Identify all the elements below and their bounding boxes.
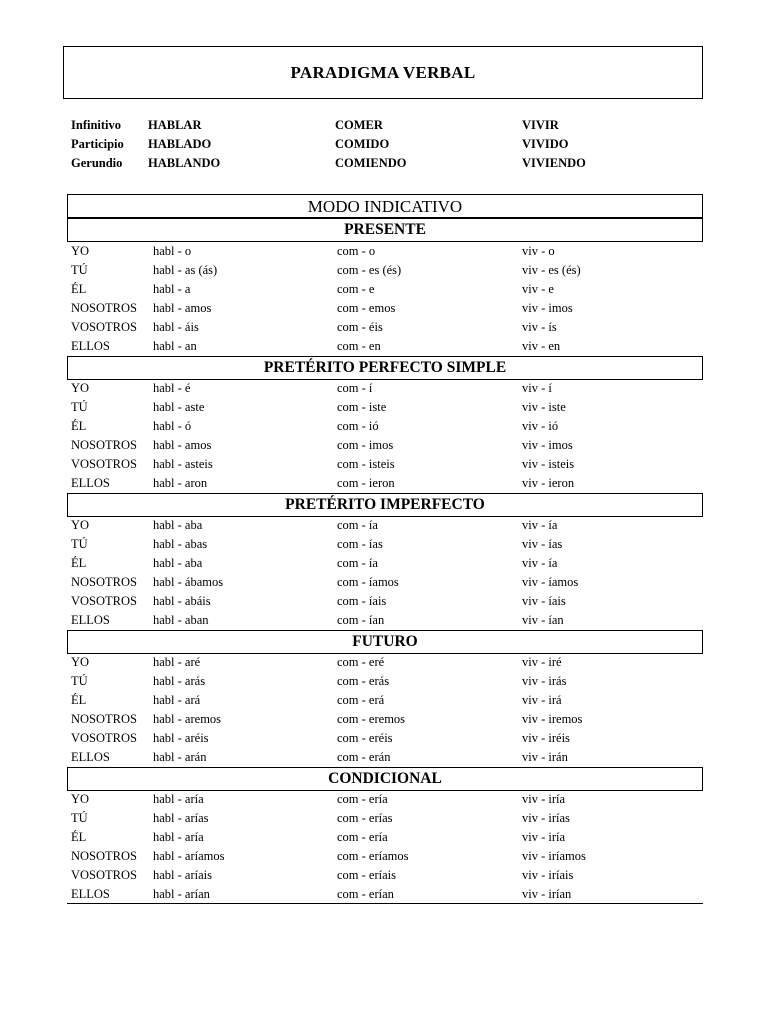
conj-ir: viv - iría [522, 830, 566, 844]
table-row [71, 438, 711, 457]
conj-ir: viv - isteis [522, 457, 575, 471]
conj-er: com - o [337, 244, 376, 258]
form-label: Participio [71, 137, 124, 151]
table-row [71, 830, 711, 849]
conj-er: com - erás [337, 674, 390, 688]
table-row [71, 674, 711, 693]
conj-er: com - isteis [337, 457, 395, 471]
form-row-participio [71, 137, 711, 156]
conj-ar: habl - é [153, 381, 191, 395]
conj-ar: habl - aría [153, 792, 204, 806]
pronoun: YO [71, 381, 90, 395]
form-value-ir: VIVIR [522, 118, 559, 132]
table-row [71, 301, 711, 320]
pronoun: NOSOTROS [71, 301, 137, 315]
pronoun: YO [71, 655, 90, 669]
pronoun: TÚ [71, 263, 88, 277]
conj-ar: habl - arían [153, 887, 210, 901]
pronoun: VOSOTROS [71, 457, 137, 471]
conj-ir: viv - iremos [522, 712, 583, 726]
conj-ir: viv - iría [522, 792, 566, 806]
conj-ir: viv - irías [522, 811, 570, 825]
conj-er: com - ían [337, 613, 385, 627]
conj-er: com - erías [337, 811, 393, 825]
conj-ir: viv - en [522, 339, 561, 353]
table-bottom-rule [67, 903, 703, 904]
table-row [71, 849, 711, 868]
conj-er: com - eríamos [337, 849, 409, 863]
conj-er: com - e [337, 282, 375, 296]
conj-er: com - eré [337, 655, 385, 669]
pronoun: NOSOTROS [71, 849, 137, 863]
conj-ar: habl - o [153, 244, 192, 258]
form-value-er: COMIENDO [335, 156, 407, 170]
tense-rows-preterito-imperfecto [71, 518, 711, 632]
conj-ar: habl - aba [153, 556, 203, 570]
tense-heading-preterito-imperfecto: PRETÉRITO IMPERFECTO [67, 493, 703, 517]
conj-ir: viv - irán [522, 750, 568, 764]
conj-er: com - ería [337, 792, 388, 806]
conj-ir: viv - ías [522, 537, 563, 551]
table-row [71, 400, 711, 419]
conj-er: com - en [337, 339, 381, 353]
conj-ir: viv - ís [522, 320, 557, 334]
table-row [71, 655, 711, 674]
conj-ar: habl - aríamos [153, 849, 225, 863]
pronoun: ÉL [71, 282, 87, 296]
conj-er: com - ía [337, 556, 378, 570]
conj-ir: viv - ían [522, 613, 564, 627]
conj-er: com - íais [337, 594, 387, 608]
conj-ar: habl - ará [153, 693, 201, 707]
pronoun: ELLOS [71, 476, 110, 490]
tense-heading-condicional: CONDICIONAL [67, 767, 703, 791]
conj-ar: habl - a [153, 282, 191, 296]
conj-ar: habl - aste [153, 400, 205, 414]
conj-ar: habl - aríais [153, 868, 213, 882]
conj-ar: habl - aré [153, 655, 201, 669]
conj-ar: habl - as (ás) [153, 263, 218, 277]
conj-ir: viv - ieron [522, 476, 575, 490]
pronoun: ELLOS [71, 613, 110, 627]
table-row [71, 263, 711, 282]
form-row-infinitivo [71, 118, 711, 137]
table-row [71, 792, 711, 811]
pronoun: ELLOS [71, 339, 110, 353]
conj-ar: habl - aremos [153, 712, 222, 726]
conj-ar: habl - aron [153, 476, 208, 490]
pronoun: VOSOTROS [71, 731, 137, 745]
conj-ar: habl - arás [153, 674, 206, 688]
pronoun: YO [71, 244, 90, 258]
table-row [71, 693, 711, 712]
tense-rows-preterito-perfecto-simple [71, 381, 711, 495]
conj-ir: viv - irían [522, 887, 572, 901]
form-value-ar: HABLADO [148, 137, 212, 151]
pronoun: VOSOTROS [71, 594, 137, 608]
conj-ir: viv - iré [522, 655, 562, 669]
form-value-ar: HABLANDO [148, 156, 221, 170]
conj-ir: viv - irás [522, 674, 567, 688]
tense-heading-preterito-perfecto-simple: PRETÉRITO PERFECTO SIMPLE [67, 356, 703, 380]
tense-rows-condicional [71, 792, 711, 906]
form-label: Infinitivo [71, 118, 122, 132]
conj-ir: viv - ió [522, 419, 559, 433]
conj-er: com - eríais [337, 868, 397, 882]
table-row [71, 244, 711, 263]
conj-ar: habl - amos [153, 438, 212, 452]
pronoun: ÉL [71, 556, 87, 570]
table-row [71, 712, 711, 731]
table-row [71, 457, 711, 476]
conj-er: com - íamos [337, 575, 399, 589]
table-row [71, 320, 711, 339]
conj-ar: habl - aría [153, 830, 204, 844]
conj-er: com - erían [337, 887, 394, 901]
conj-ar: habl - arías [153, 811, 209, 825]
pronoun: ÉL [71, 830, 87, 844]
conj-er: com - ió [337, 419, 379, 433]
mode-heading: MODO INDICATIVO [67, 194, 703, 218]
conj-er: com - eréis [337, 731, 393, 745]
conj-er: com - erá [337, 693, 385, 707]
pronoun: YO [71, 792, 90, 806]
pronoun: ELLOS [71, 750, 110, 764]
conj-ir: viv - e [522, 282, 554, 296]
conj-er: com - ía [337, 518, 378, 532]
conj-ar: habl - aban [153, 613, 209, 627]
form-value-ar: HABLAR [148, 118, 202, 132]
pronoun: ELLOS [71, 887, 110, 901]
conj-ar: habl - abáis [153, 594, 211, 608]
table-row [71, 419, 711, 438]
tense-rows-futuro [71, 655, 711, 769]
conj-ar: habl - amos [153, 301, 212, 315]
conj-ir: viv - irá [522, 693, 562, 707]
conj-ir: viv - iríamos [522, 849, 586, 863]
pronoun: NOSOTROS [71, 438, 137, 452]
conj-ir: viv - iréis [522, 731, 570, 745]
pronoun: TÚ [71, 400, 88, 414]
table-row [71, 594, 711, 613]
conj-ir: viv - iste [522, 400, 566, 414]
conj-ir: viv - íamos [522, 575, 579, 589]
pronoun: ÉL [71, 693, 87, 707]
conj-ir: viv - í [522, 381, 552, 395]
conj-er: com - eremos [337, 712, 406, 726]
pronoun: VOSOTROS [71, 868, 137, 882]
form-value-ir: VIVIDO [522, 137, 569, 151]
conj-ir: viv - es (és) [522, 263, 581, 277]
pronoun: NOSOTROS [71, 712, 137, 726]
form-value-er: COMER [335, 118, 383, 132]
form-label: Gerundio [71, 156, 123, 170]
table-row [71, 282, 711, 301]
pronoun: TÚ [71, 537, 88, 551]
conj-er: com - erán [337, 750, 391, 764]
conj-ir: viv - ía [522, 556, 558, 570]
verb-forms [71, 118, 711, 175]
pronoun: TÚ [71, 674, 88, 688]
table-row [71, 537, 711, 556]
conj-er: com - ería [337, 830, 388, 844]
pronoun: TÚ [71, 811, 88, 825]
conj-ar: habl - ó [153, 419, 192, 433]
conj-er: com - ías [337, 537, 383, 551]
conj-ir: viv - iríais [522, 868, 574, 882]
pronoun: YO [71, 518, 90, 532]
conj-ar: habl - ábamos [153, 575, 224, 589]
pronoun: VOSOTROS [71, 320, 137, 334]
conj-ar: habl - arán [153, 750, 207, 764]
conj-ar: habl - asteis [153, 457, 213, 471]
form-value-ir: VIVIENDO [522, 156, 586, 170]
page-title: PARADIGMA VERBAL [63, 46, 703, 99]
table-row [71, 381, 711, 400]
pronoun: ÉL [71, 419, 87, 433]
conj-er: com - í [337, 381, 373, 395]
conj-ar: habl - an [153, 339, 197, 353]
conj-ir: viv - o [522, 244, 555, 258]
conj-ar: habl - aréis [153, 731, 209, 745]
pronoun: NOSOTROS [71, 575, 137, 589]
tense-heading-futuro: FUTURO [67, 630, 703, 654]
table-row [71, 575, 711, 594]
conj-er: com - éis [337, 320, 383, 334]
conj-er: com - imos [337, 438, 394, 452]
tense-heading-presente: PRESENTE [67, 218, 703, 242]
conj-er: com - es (és) [337, 263, 402, 277]
conj-er: com - iste [337, 400, 387, 414]
table-row [71, 868, 711, 887]
table-row [71, 518, 711, 537]
conj-ar: habl - áis [153, 320, 199, 334]
form-row-gerundio [71, 156, 711, 175]
table-row [71, 556, 711, 575]
conj-ar: habl - abas [153, 537, 208, 551]
conj-ir: viv - imos [522, 438, 573, 452]
table-row [71, 731, 711, 750]
conj-ir: viv - ía [522, 518, 558, 532]
tense-rows-presente [71, 244, 711, 358]
conj-er: com - ieron [337, 476, 395, 490]
conj-er: com - emos [337, 301, 396, 315]
table-row [71, 811, 711, 830]
conj-ar: habl - aba [153, 518, 203, 532]
conj-ir: viv - imos [522, 301, 573, 315]
conj-ir: viv - íais [522, 594, 566, 608]
form-value-er: COMIDO [335, 137, 390, 151]
